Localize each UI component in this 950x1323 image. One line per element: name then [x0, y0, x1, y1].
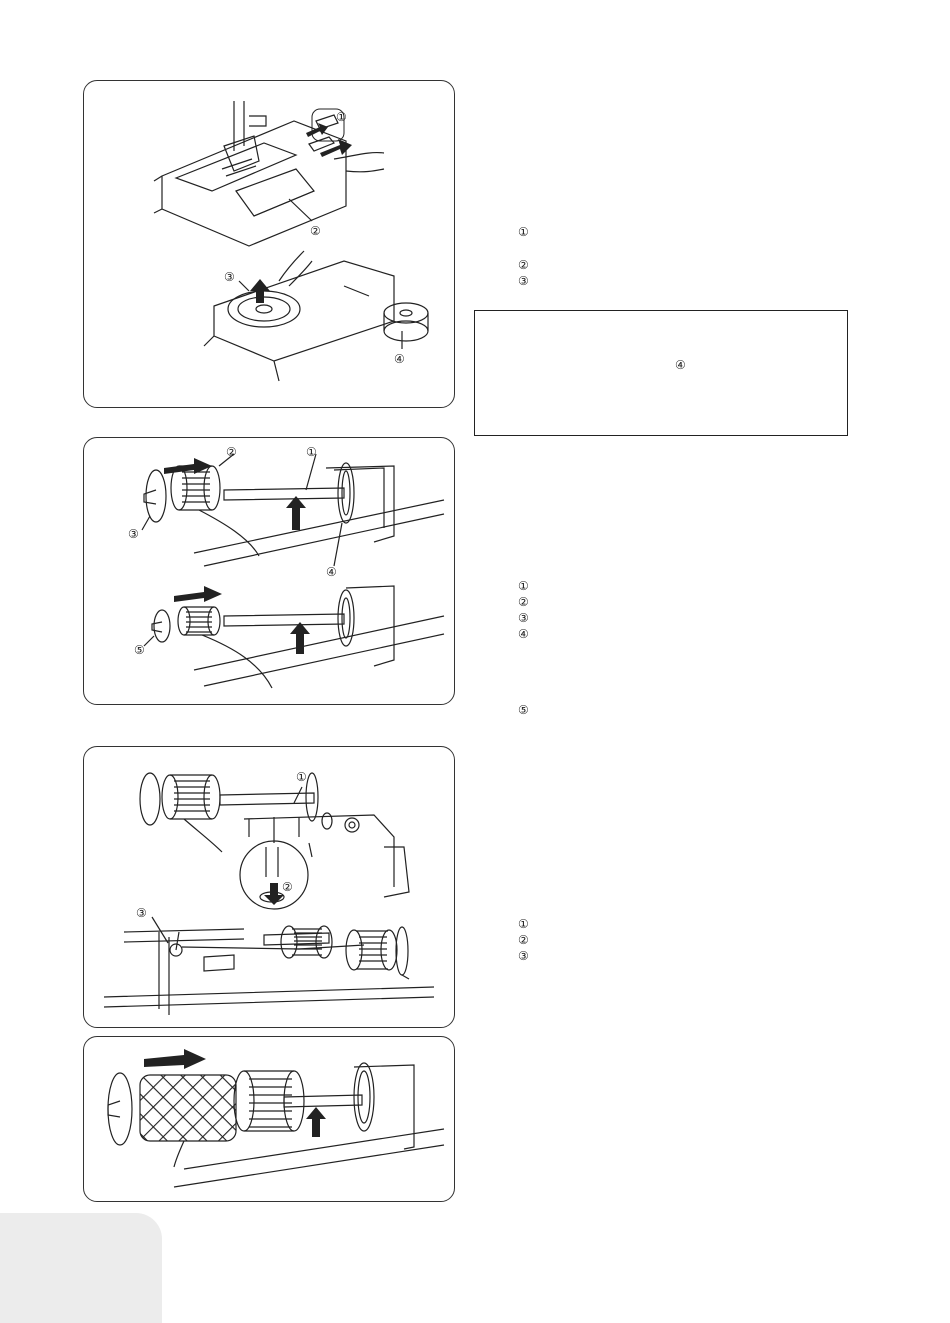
fig2-callout-4: ④	[326, 565, 337, 579]
text-marker-3b: ③	[518, 611, 529, 625]
text-marker-2a: ②	[518, 258, 529, 272]
figure-bobbin-removal	[83, 80, 455, 408]
fig1-callout-1: ①	[336, 110, 347, 124]
note-box	[474, 310, 848, 436]
fig2-callout-2: ②	[226, 445, 237, 459]
note-marker: ④	[675, 358, 686, 372]
fig2-callout-1: ①	[306, 445, 317, 459]
figure-spool-net	[83, 1036, 455, 1202]
text-marker-4b: ④	[518, 627, 529, 641]
text-marker-2c: ②	[518, 933, 529, 947]
figure-spool-pin	[83, 437, 455, 705]
fig3-callout-3: ③	[136, 906, 147, 920]
spool-net-illustration	[84, 1037, 455, 1202]
fig3-callout-2: ②	[282, 880, 293, 894]
text-marker-1c: ①	[518, 917, 529, 931]
fig1-callout-4: ④	[394, 352, 405, 366]
text-marker-2b: ②	[518, 595, 529, 609]
text-marker-1a: ①	[518, 225, 529, 239]
bobbin-removal-illustration	[84, 81, 455, 408]
page-corner-tab	[0, 1213, 162, 1323]
text-marker-1b: ①	[518, 579, 529, 593]
fig2-callout-3: ③	[128, 527, 139, 541]
figure-additional-spool-pin	[83, 746, 455, 1028]
fig2-callout-5: ⑤	[134, 643, 145, 657]
spool-pin-illustration	[84, 438, 455, 705]
additional-spool-pin-illustration	[84, 747, 455, 1028]
fig1-callout-3: ③	[224, 270, 235, 284]
fig1-callout-2: ②	[310, 224, 321, 238]
text-marker-3c: ③	[518, 949, 529, 963]
text-marker-5b: ⑤	[518, 703, 529, 717]
fig3-callout-1: ①	[296, 770, 307, 784]
text-marker-3a: ③	[518, 274, 529, 288]
